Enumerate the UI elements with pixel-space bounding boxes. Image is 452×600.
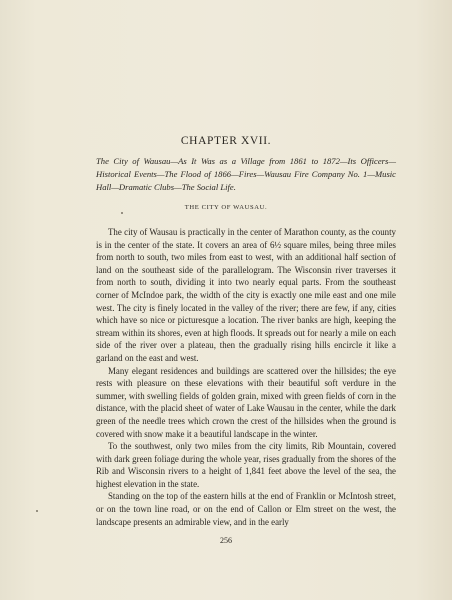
paragraph: Standing on the top of the eastern hills at the end of Franklin or McIntosh street, or on the town line road, or on the end of Callon or Elm street on the west, the landscape presents an admirable view, and in the early (96, 491, 396, 527)
paragraph: The city of Wausau is practically in the center of Marathon county, as the county is in the center of the state. It covers an area of 6½ square miles, being three miles from north to south, two miles from east to west, with an additional half section of land on the southeast side of the parallelogram. The Wisconsin river traverses it from north to south, dividing it into two nearly equal parts. From the southeast corner of McIndoe park, the width of the city is exactly one mile east and one mile west. The city is finely located in the valley of the river; there are few, if any, cities which have so nice or picturesque a location. The river banks are high, keeping the stream within its shores, even at high floods. It spreads out for nearly a mile on each side of the river over a plateau, then the gradually rising hills encircle it like a garland on the east and west. (96, 227, 396, 363)
body-text (96, 226, 396, 528)
paragraph: Many elegant residences and buildings are scattered over the hillsides; the eye rests with pleasure on these elevations with their beautiful soft verdure in the summer, with swelling fields of golden grain, mixed with green fields of corn in the distance, with the placid sheet of water of Lake Wausau in the center, while the dark green of the needle trees which crown the crest of the hillsides when the ground is covered with snow make it a beautiful landscape in the winter. (96, 365, 396, 439)
paper-speck (36, 510, 38, 512)
chapter-heading: CHAPTER XVII. (180, 135, 272, 147)
chapter-summary: The City of Wausau—As It Was as a Village from 1861 to 1872—Its Officers—Historical Events—The Flood of 1866—Fires—Wausau Fire Company No. 1—Music Hall—Dramatic Clubs—The Social Life. (96, 156, 396, 192)
section-heading: THE CITY OF WAUSAU. (184, 204, 268, 211)
paper-speck (121, 212, 123, 214)
page-number: 256 (220, 536, 232, 545)
paragraph: To the southwest, only two miles from the city limits, Rib Mountain, covered with dark green foliage during the whole year, rises gradually from the shores of the Rib and Wisconsin rivers to a height of 1,841 feet above the level of the sea, the highest elevation in the state. (96, 441, 396, 489)
